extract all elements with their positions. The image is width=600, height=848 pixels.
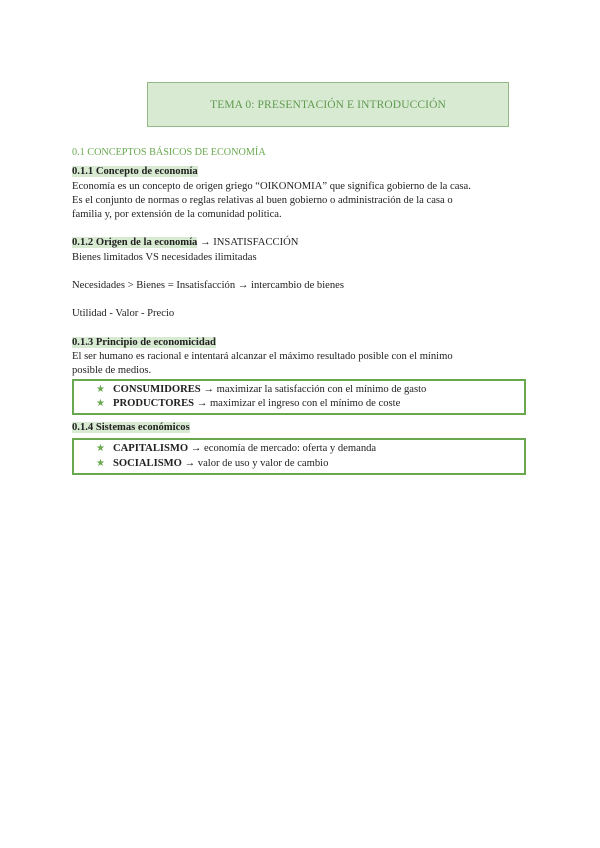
- list-item: ★ SOCIALISMO → valor de uso y valor de cambio: [96, 457, 524, 471]
- subsection-heading-4: 0.1.4 Sistemas económicos: [72, 422, 190, 434]
- star-icon: ★: [96, 457, 105, 469]
- title-box: [147, 82, 509, 127]
- subsection-heading-3: 0.1.3 Principio de economicidad: [72, 336, 216, 348]
- paragraph-line: Economía es un concepto de origen griego “OIKONOMIA” que significa gobierno de la casa.: [72, 180, 471, 192]
- bullet-box-2: [72, 438, 526, 475]
- paragraph-line: posible de medios.: [72, 365, 152, 377]
- page-title: TEMA 0: PRESENTACIÓN E INTRODUCCIÓN: [210, 98, 446, 111]
- section-heading: 0.1 CONCEPTOS BÁSICOS DE ECONOMÍA: [72, 147, 266, 158]
- paragraph-line: familia y, por extensión de la comunidad política.: [72, 209, 282, 221]
- subsection-heading-2: 0.1.2 Origen de la economía → INSATISFACCIÓN: [72, 237, 299, 249]
- content: [72, 146, 532, 475]
- subsection-heading-1: 0.1.1 Concepto de economía: [72, 166, 198, 178]
- paragraph-line: Utilidad - Valor - Precio: [72, 308, 175, 320]
- star-icon: ★: [96, 443, 105, 455]
- paragraph-line: Bienes limitados VS necesidades ilimitadas: [72, 251, 257, 263]
- list-item: ★ CONSUMIDORES → maximizar la satisfacción con el mínimo de gasto: [96, 383, 524, 397]
- bullet-box-1: [72, 379, 526, 416]
- paragraph-line: El ser humano es racional e intentará alcanzar el máximo resultado posible con el mínimo: [72, 350, 453, 362]
- paragraph-line: Es el conjunto de normas o reglas relativas al buen gobierno o administración de la casa o: [72, 194, 453, 206]
- list-item: ★ CAPITALISMO → economía de mercado: oferta y demanda: [96, 442, 524, 456]
- star-icon: ★: [96, 383, 105, 395]
- list-item: ★ PRODUCTORES → maximizar el ingreso con el mínimo de coste: [96, 397, 524, 411]
- star-icon: ★: [96, 397, 105, 409]
- paragraph-line: Necesidades > Bienes = Insatisfacción → intercambio de bienes: [72, 280, 344, 292]
